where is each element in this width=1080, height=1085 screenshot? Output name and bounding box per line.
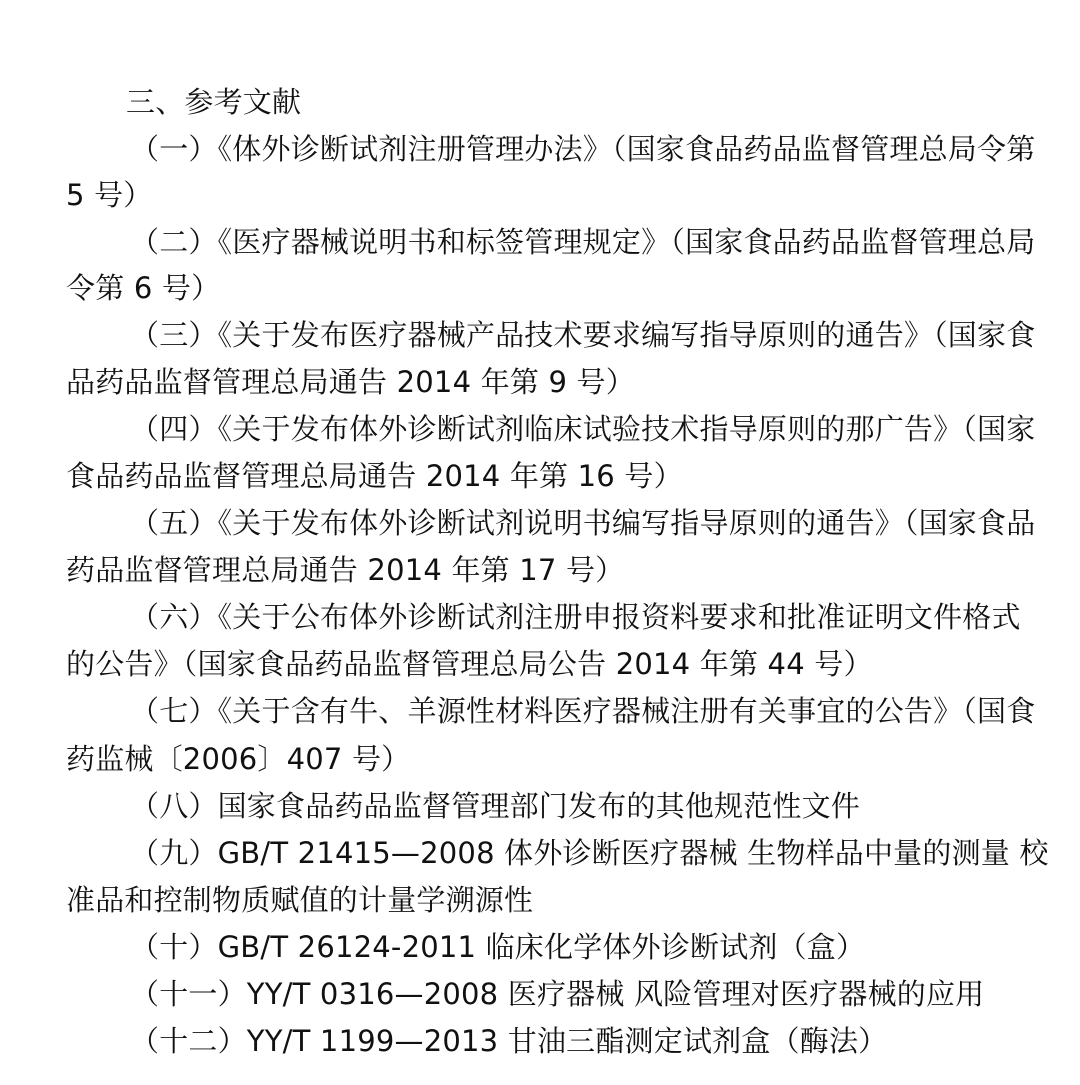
- section-heading: 三、参考文献: [126, 85, 302, 119]
- reference-2-line-1: （二）《医疗器械说明书和标签管理规定》（国家食品药品监督管理总局: [130, 225, 1036, 259]
- reference-7-line-1: （七）《关于含有牛、羊源性材料医疗器械注册有关事宜的公告》（国食: [130, 694, 1036, 728]
- reference-6-line-2: 的公告》（国家食品药品监督管理总局公告 2014 年第 44 号）: [66, 647, 873, 681]
- reference-1-line-2: 5 号）: [66, 178, 153, 212]
- reference-6-line-1: （六）《关于公布体外诊断试剂注册申报资料要求和批准证明文件格式: [130, 600, 1021, 634]
- reference-5-line-2: 药品监督管理总局通告 2014 年第 17 号）: [66, 553, 625, 587]
- reference-3-line-2: 品药品监督管理总局通告 2014 年第 9 号）: [66, 365, 635, 399]
- reference-4-line-1: （四）《关于发布体外诊断试剂临床试验技术指导原则的那广告》（国家: [130, 412, 1036, 446]
- reference-2-line-2: 令第 6 号）: [66, 271, 221, 305]
- reference-8-line-1: （八）国家食品药品监督管理部门发布的其他规范性文件: [130, 789, 861, 823]
- reference-9-line-1: （九）GB/T 21415—2008 体外诊断医疗器械 生物样品中量的测量 校: [130, 836, 1049, 870]
- reference-4-line-2: 食品药品监督管理总局通告 2014 年第 16 号）: [66, 459, 683, 493]
- reference-7-line-2: 药监械〔2006〕407 号）: [66, 742, 411, 776]
- reference-12-line-1: （十二）YY/T 1199—2013 甘油三酯测定试剂盒（酶法）: [130, 1024, 888, 1058]
- reference-1-line-1: （一）《体外诊断试剂注册管理办法》（国家食品药品监督管理总局令第: [130, 132, 1036, 166]
- reference-10-line-1: （十）GB/T 26124-2011 临床化学体外诊断试剂（盒）: [130, 930, 866, 964]
- reference-5-line-1: （五）《关于发布体外诊断试剂说明书编写指导原则的通告》（国家食品: [130, 506, 1036, 540]
- reference-3-line-1: （三）《关于发布医疗器械产品技术要求编写指导原则的通告》（国家食: [130, 318, 1036, 352]
- reference-11-line-1: （十一）YY/T 0316—2008 医疗器械 风险管理对医疗器械的应用: [130, 977, 985, 1011]
- reference-9-line-2: 准品和控制物质赋值的计量学溯源性: [66, 883, 534, 917]
